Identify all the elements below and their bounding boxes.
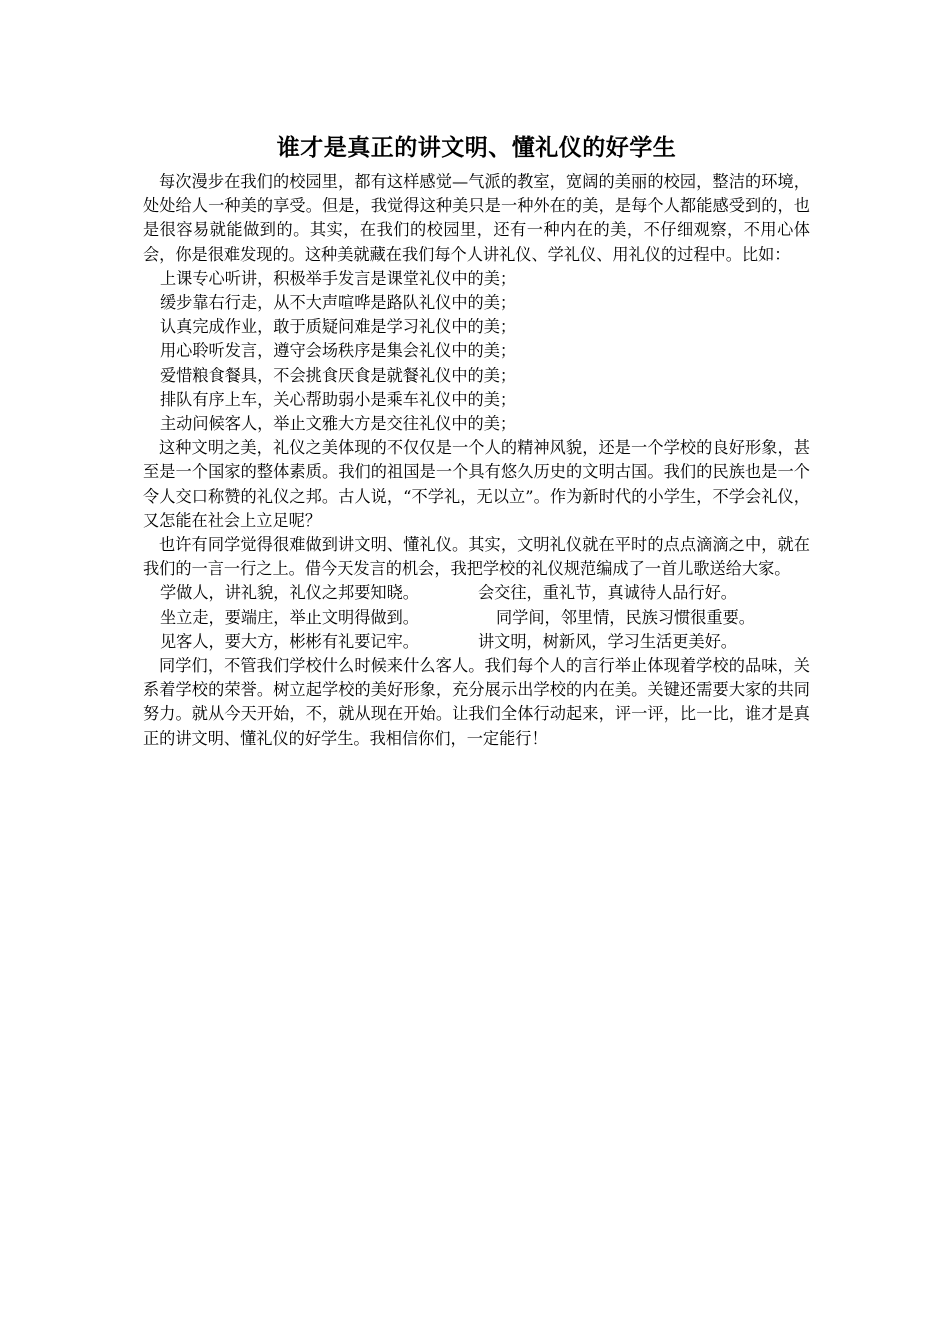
song-line-left: 见客人，要大方，彬彬有礼要记牢。 [160,631,419,651]
song-line-left: 学做人，讲礼貌，礼仪之邦要知晓。 [160,583,419,603]
song-line-right: 讲文明，树新风，学习生活更美好。 [478,631,737,651]
song-line-left: 坐立走，要端庄，举止文明得做到。 [160,607,419,627]
example-line: 主动问候客人，举止文雅大方是交往礼仪中的美； [160,414,517,434]
document-body [143,170,810,751]
example-line: 用心聆听发言，遵守会场秩序是集会礼仪中的美； [160,341,517,361]
song-line-right: 同学间，邻里情，民族习惯很重要。 [496,607,755,627]
examples-list [143,267,810,436]
song-line [143,606,810,630]
song-line [143,581,810,605]
intro-paragraph: 每次漫步在我们的校园里，都有这样感觉—气派的教室，宽阔的美丽的校园，整洁的环境，处处给人一种美的享受。但是，我觉得这种美只是一种外在的美，是每个人都能感受到的，也是很容易就能做到的。其实，在我们的校园里，还有一种内在的美，不仔细观察，不用心体会，你是很难发现的。这种美就藏在我们每个人讲礼仪、学礼仪、用礼仪的过程中。比如： [143,172,810,264]
song-line [143,630,810,654]
example-line: 认真完成作业，敢于质疑问难是学习礼仪中的美； [160,317,517,337]
children-song [143,581,810,654]
document-page [143,130,810,751]
second-paragraph: 这种文明之美，礼仪之美体现的不仅仅是一个人的精神风貌，还是一个学校的良好形象，甚至是一个国家的整体素质。我们的祖国是一个具有悠久历史的文明古国。我们的民族也是一个令人交口称赞的礼仪之邦。古人说，“不学礼，无以立”。作为新时代的小学生，不学会礼仪，又怎能在社会上立足呢？ [143,438,810,530]
conclusion-paragraph: 同学们，不管我们学校什么时候来什么客人。我们每个人的言行举止体现着学校的品味，关系着学校的荣誉。树立起学校的美好形象，充分展示出学校的内在美。关键还需要大家的共同努力。就从今天开始，不，就从现在开始。让我们全体行动起来，评一评，比一比，谁才是真正的讲文明、懂礼仪的好学生。我相信你们，一定能行！ [143,656,810,748]
third-paragraph: 也许有同学觉得很难做到讲文明、懂礼仪。其实，文明礼仪就在平时的点点滴滴之中，就在我们的一言一行之上。借今天发言的机会，我把学校的礼仪规范编成了一首儿歌送给大家。 [143,535,810,579]
example-line: 爱惜粮食餐具，不会挑食厌食是就餐礼仪中的美； [160,365,517,385]
example-line: 缓步靠右行走，从不大声喧哗是路队礼仪中的美； [160,293,517,313]
example-line: 上课专心听讲，积极举手发言是课堂礼仪中的美； [160,268,517,288]
song-line-right: 会交往，重礼节，真诚待人品行好。 [478,583,737,603]
document-title: 谁才是真正的讲文明、懂礼仪的好学生 [276,134,677,161]
example-line: 排队有序上车，关心帮助弱小是乘车礼仪中的美； [160,389,517,409]
